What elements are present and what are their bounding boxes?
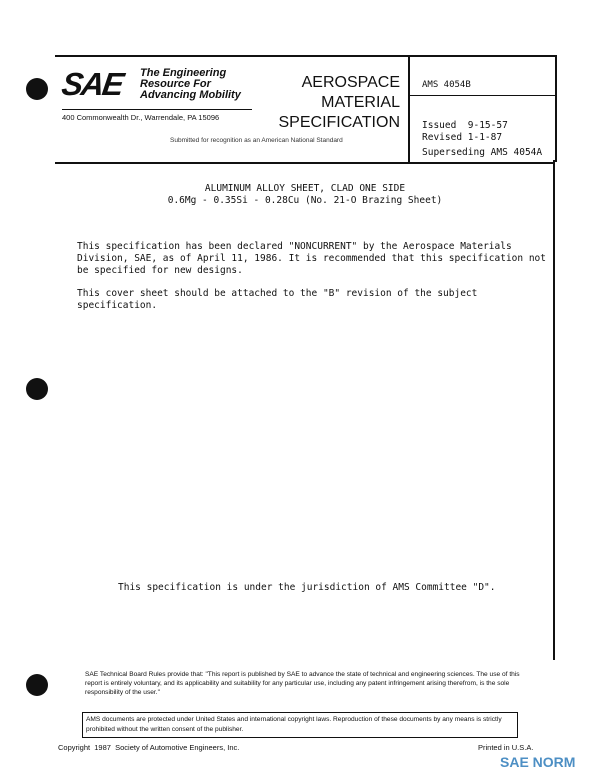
doc-type-line: SPECIFICATION: [278, 114, 400, 131]
punch-hole: [26, 78, 48, 100]
title-line: ALUMINUM ALLOY SHEET, CLAD ONE SIDE: [204, 183, 406, 194]
spec-title: [55, 183, 555, 207]
issue-dates: [422, 120, 508, 144]
tagline-line: Advancing Mobility: [140, 89, 241, 101]
submitted-note: Submitted for recognition as an American National Standard: [170, 137, 343, 144]
divider: [408, 95, 555, 96]
sae-logo: SAE: [59, 66, 125, 102]
printed-in: Printed in U.S.A.: [478, 743, 534, 752]
watermark: SAE NORM: [500, 754, 576, 770]
doc-type: [270, 73, 400, 133]
divider: [62, 109, 252, 110]
title-line: 0.6Mg - 0.35Si - 0.28Cu (No. 21-O Brazing Sheet): [167, 195, 443, 206]
copyright-notice: AMS documents are protected under United States and international copyright laws. Reproduction of these documents by any means is strictly prohibited without the written consent of the publisher.: [82, 712, 518, 738]
tagline-line: The Engineering: [140, 67, 227, 79]
address: 400 Commonwealth Dr., Warrendale, PA 15096: [62, 113, 220, 122]
noncurrent-paragraph: This specification has been declared "NONCURRENT" by the Aerospace Materials Division, SAE, as of April 11, 1986. It is recommended that this specification not be specified for new designs.: [77, 241, 546, 276]
issued-date: Issued 9-15-57: [422, 120, 508, 131]
copyright: Copyright 1987 Society of Automotive Engineers, Inc.: [58, 743, 240, 752]
doc-type-line: AEROSPACE: [301, 74, 400, 91]
tagline: [140, 68, 250, 101]
ams-number: AMS 4054B: [422, 80, 471, 90]
revised-date: Revised 1-1-87: [422, 132, 503, 143]
punch-hole: [26, 378, 48, 400]
punch-hole: [26, 674, 48, 696]
jurisdiction-line: This specification is under the jurisdiction of AMS Committee "D".: [118, 582, 496, 593]
cover-sheet-paragraph: This cover sheet should be attached to the "B" revision of the subject specification.: [77, 288, 478, 311]
superseding: Superseding AMS 4054A: [422, 147, 543, 158]
tagline-line: Resource For: [140, 78, 211, 90]
technical-board-rules: SAE Technical Board Rules provide that: "This report is published by SAE to advance the state of technical and engineering sciences. The use of this report is entirely voluntary, and its applicability and suitability for any particular use, including any patent infringement arising therefrom, is the sole responsibility of the user.": [85, 671, 520, 696]
doc-type-line: MATERIAL: [321, 94, 400, 111]
header-right-column: [408, 55, 557, 162]
